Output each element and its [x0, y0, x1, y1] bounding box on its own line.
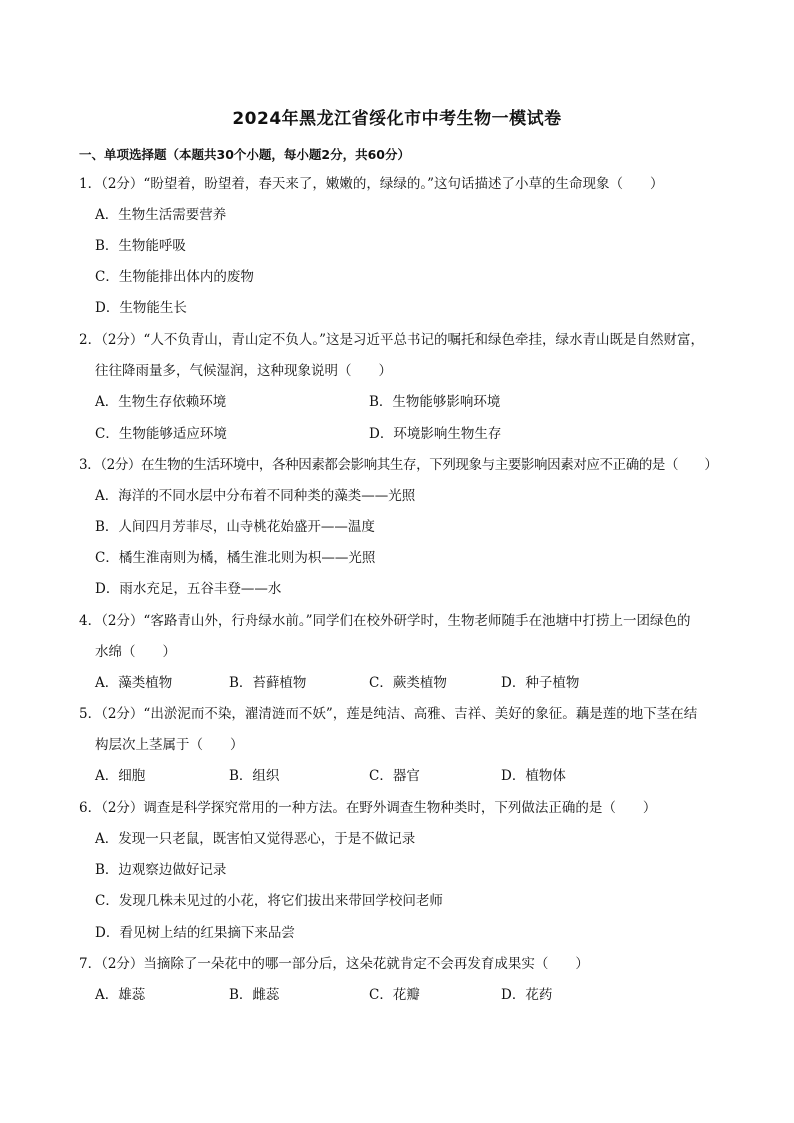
- question-3-option-c: C．橘生淮南则为橘，橘生淮北则为枳——光照: [95, 550, 376, 566]
- question-5-option-c: C．器官: [369, 768, 420, 784]
- question-2-option-a: A．生物生存依赖环境: [95, 394, 227, 410]
- question-1-option-a: A．生物生活需要营养: [95, 207, 227, 223]
- question-2-stem-continued: 往往降雨量多，气候湿润，这种现象说明（ ）: [95, 363, 392, 379]
- question-5-option-b: B．组织: [229, 768, 280, 784]
- exam-title: 2024年黑龙江省绥化市中考生物一模试卷: [232, 109, 562, 129]
- question-3-stem: 3．（2分）在生物的生活环境中，各种因素都会影响其生存，下列现象与主要影响因素对应不正确的是（ ）: [79, 457, 718, 473]
- question-4-option-c: C．蕨类植物: [369, 675, 447, 691]
- question-5-stem-continued: 构层次上茎属于（ ）: [95, 737, 244, 753]
- question-6-stem: 6．（2分）调查是科学探究常用的一种方法。在野外调查生物种类时，下列做法正确的是（ ）: [79, 800, 657, 816]
- question-3-option-b: B．人间四月芳菲尽，山寺桃花始盛开——温度: [95, 519, 375, 535]
- question-6-option-b: B．边观察边做好记录: [95, 862, 227, 878]
- question-4-stem-continued: 水绵（ ）: [95, 644, 176, 660]
- question-7-option-a: A．雄蕊: [95, 987, 146, 1003]
- question-2-stem: 2．（2分）“人不负青山，青山定不负人。”这是习近平总书记的嘱托和绿色牵挂，绿水青山既是自然财富，: [79, 332, 704, 348]
- question-1-option-b: B．生物能呼吸: [95, 238, 186, 254]
- question-7-option-c: C．花瓣: [369, 987, 420, 1003]
- question-2-option-d: D．环境影响生物生存: [369, 426, 502, 442]
- question-3-option-d: D．雨水充足，五谷丰登——水: [95, 581, 282, 597]
- question-6-option-c: C．发现几株未见过的小花，将它们拔出来带回学校问老师: [95, 893, 443, 909]
- question-6-option-a: A．发现一只老鼠，既害怕又觉得恶心，于是不做记录: [95, 831, 416, 847]
- question-2-option-c: C．生物能够适应环境: [95, 426, 227, 442]
- question-5-option-d: D．植物体: [501, 768, 566, 784]
- question-4-option-d: D．种子植物: [501, 675, 580, 691]
- question-1-option-c: C．生物能排出体内的废物: [95, 269, 254, 285]
- question-7-option-d: D．花药: [501, 987, 553, 1003]
- question-1-option-d: D．生物能生长: [95, 300, 187, 316]
- question-7-option-b: B．雌蕊: [229, 987, 280, 1003]
- question-2-option-b: B．生物能够影响环境: [369, 394, 501, 410]
- question-5-option-a: A．细胞: [95, 768, 146, 784]
- question-4-option-b: B．苔藓植物: [229, 675, 307, 691]
- question-3-option-a: A．海洋的不同水层中分布着不同种类的藻类——光照: [95, 488, 416, 504]
- question-5-stem: 5．（2分）“出淤泥而不染，濯清涟而不妖”，莲是纯洁、高雅、吉祥、美好的象征。藕是莲的地下茎在结: [79, 706, 698, 722]
- question-4-stem: 4．（2分）“客路青山外，行舟绿水前。”同学们在校外研学时，生物老师随手在池塘中打捞上一团绿色的: [79, 613, 691, 629]
- question-6-option-d: D．看见树上结的红果摘下来品尝: [95, 925, 295, 941]
- section-heading: 一、单项选择题（本题共30个小题，每小题2分，共60分）: [79, 147, 410, 162]
- question-7-stem: 7．（2分）当摘除了一朵花中的哪一部分后，这朵花就肯定不会再发育成果实（ ）: [79, 956, 589, 972]
- question-1-stem: 1．（2分）“盼望着，盼望着，春天来了，嫩嫩的，绿绿的。”这句话描述了小草的生命现象（ ）: [79, 176, 664, 192]
- question-4-option-a: A．藻类植物: [95, 675, 173, 691]
